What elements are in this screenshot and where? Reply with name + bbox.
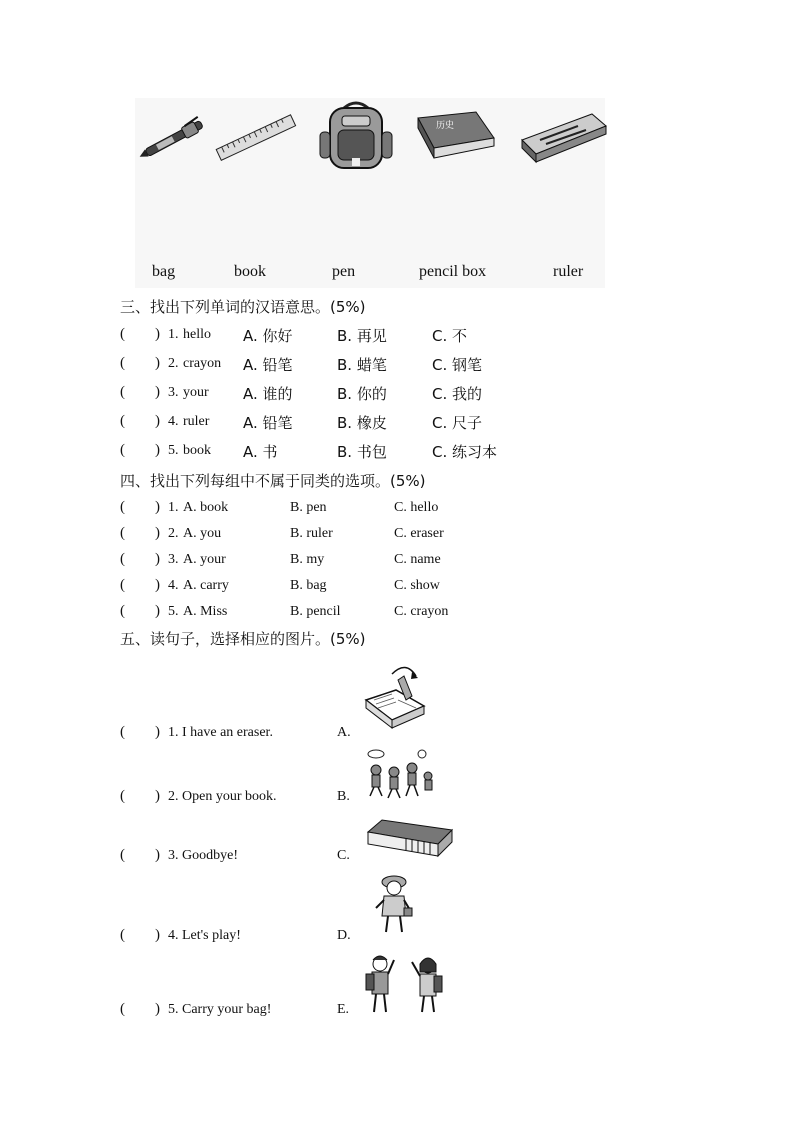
- option-b: B. 再见: [337, 327, 387, 345]
- item-number: 5.: [168, 443, 179, 458]
- backpack-picture: [316, 98, 396, 173]
- children-with-bags-picture: [360, 950, 452, 1016]
- option-c: C. 我的: [432, 385, 483, 403]
- ruler-picture: [213, 108, 298, 168]
- option-c: C. name: [394, 552, 441, 567]
- option-c: C. crayon: [394, 604, 449, 619]
- item-number: 3.: [168, 385, 179, 400]
- answer-blank-open: (: [120, 1001, 125, 1017]
- pencil-box-picture: [520, 108, 608, 168]
- answer-blank-close: ): [155, 1001, 160, 1017]
- item-word: your: [183, 385, 209, 400]
- picture-letter: A.: [337, 725, 351, 740]
- sentence: 5. Carry your bag!: [168, 1002, 272, 1017]
- option-b: B. 蜡笔: [337, 356, 387, 374]
- item-number: 2.: [168, 526, 179, 541]
- answer-blank-open: (: [120, 724, 125, 740]
- answer-blank-open: (: [120, 355, 125, 371]
- item-word: ruler: [183, 414, 210, 429]
- answer-blank-close: ): [155, 326, 160, 342]
- answer-blank-close: ): [155, 847, 160, 863]
- section3-heading: 三、找出下列单词的汉语意思。(5%): [120, 298, 366, 316]
- option-b: B. 书包: [337, 443, 387, 461]
- word-pen: pen: [332, 263, 356, 280]
- option-c: C. show: [394, 578, 440, 593]
- answer-blank-open: (: [120, 413, 125, 429]
- option-a: A. your: [183, 552, 226, 567]
- answer-blank-close: ): [155, 355, 160, 371]
- option-c: C. 钢笔: [432, 356, 483, 374]
- word-ruler: ruler: [553, 263, 584, 280]
- item-number: 1.: [168, 500, 179, 515]
- answer-blank-open: (: [120, 525, 125, 541]
- answer-blank-open: (: [120, 442, 125, 458]
- pen-picture: [135, 108, 215, 168]
- open-book-picture: [362, 660, 430, 738]
- answer-blank-close: ): [155, 442, 160, 458]
- answer-blank-open: (: [120, 927, 125, 943]
- answer-blank-open: (: [120, 384, 125, 400]
- option-c: C. 练习本: [432, 443, 498, 461]
- option-a: A. 书: [243, 443, 278, 461]
- option-b: B. my: [290, 552, 325, 567]
- item-word: crayon: [183, 356, 222, 371]
- section4-heading: 四、找出下列每组中不属于同类的选项。(5%): [120, 472, 426, 490]
- option-a: A. 铅笔: [243, 356, 293, 374]
- option-c: C. 尺子: [432, 414, 483, 432]
- picture-letter: C.: [337, 848, 350, 863]
- word-bag: bag: [152, 263, 176, 280]
- word-pencil-box: pencil box: [419, 263, 487, 280]
- option-c: C. 不: [432, 327, 468, 345]
- option-b: B. 你的: [337, 385, 387, 403]
- answer-blank-close: ): [155, 577, 160, 593]
- picture-letter: E.: [337, 1002, 350, 1017]
- picture-letter: B.: [337, 789, 350, 804]
- answer-blank-open: (: [120, 499, 125, 515]
- option-a: A. book: [183, 500, 229, 515]
- answer-blank-close: ): [155, 551, 160, 567]
- answer-blank-close: ): [155, 384, 160, 400]
- answer-blank-open: (: [120, 326, 125, 342]
- option-a: A. Miss: [183, 604, 228, 619]
- option-c: C. hello: [394, 500, 439, 515]
- answer-blank-close: ): [155, 499, 160, 515]
- answer-blank-open: (: [120, 788, 125, 804]
- children-playing-picture: [362, 748, 440, 803]
- answer-blank-close: ): [155, 525, 160, 541]
- item-number: 4.: [168, 414, 179, 429]
- answer-blank-open: (: [120, 577, 125, 593]
- book-cover-text: 历史: [436, 121, 455, 131]
- answer-blank-close: ): [155, 788, 160, 804]
- option-b: B. pen: [290, 500, 327, 515]
- answer-blank-close: ): [155, 927, 160, 943]
- word-book: book: [234, 263, 266, 280]
- answer-blank-close: ): [155, 603, 160, 619]
- item-number: 1.: [168, 327, 179, 342]
- option-b: B. ruler: [290, 526, 333, 541]
- item-number: 4.: [168, 578, 179, 593]
- sentence: 2. Open your book.: [168, 789, 277, 804]
- option-a: A. 谁的: [243, 385, 293, 403]
- option-b: B. pencil: [290, 604, 341, 619]
- option-b: B. bag: [290, 578, 327, 593]
- eraser-picture: [366, 818, 454, 860]
- girl-waving-picture: [372, 872, 416, 938]
- item-number: 5.: [168, 604, 179, 619]
- item-word: book: [183, 443, 211, 458]
- item-number: 2.: [168, 356, 179, 371]
- item-number: 3.: [168, 552, 179, 567]
- answer-blank-close: ): [155, 413, 160, 429]
- answer-blank-open: (: [120, 603, 125, 619]
- option-a: A. carry: [183, 578, 229, 593]
- answer-blank-open: (: [120, 847, 125, 863]
- answer-blank-open: (: [120, 551, 125, 567]
- option-c: C. eraser: [394, 526, 444, 541]
- option-a: A. 你好: [243, 327, 293, 345]
- sentence: 3. Goodbye!: [168, 848, 238, 863]
- book-picture: [414, 108, 496, 168]
- answer-blank-close: ): [155, 724, 160, 740]
- option-a: A. 铅笔: [243, 414, 293, 432]
- option-a: A. you: [183, 526, 222, 541]
- sentence: 4. Let's play!: [168, 928, 241, 943]
- section5-heading: 五、读句子，选择相应的图片。(5%): [120, 630, 366, 648]
- item-word: hello: [183, 327, 211, 342]
- sentence: 1. I have an eraser.: [168, 725, 273, 740]
- picture-letter: D.: [337, 928, 351, 943]
- option-b: B. 橡皮: [337, 414, 387, 432]
